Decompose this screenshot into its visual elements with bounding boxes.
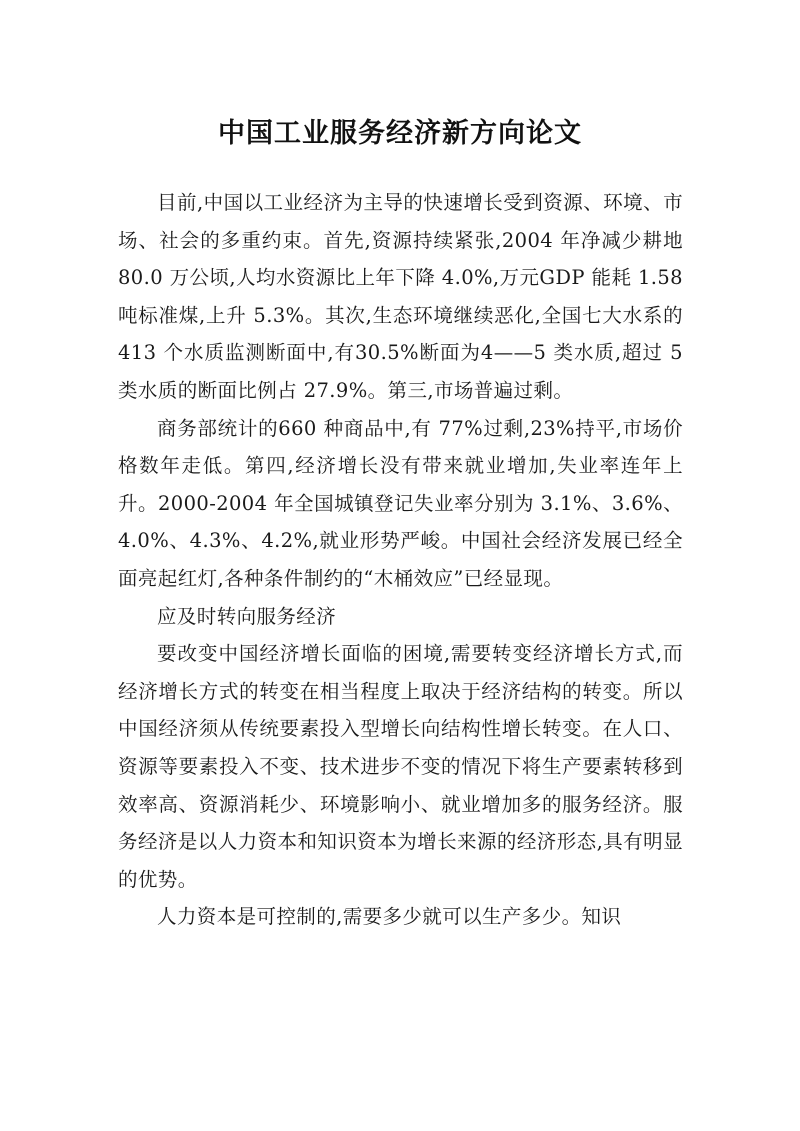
section-heading-service-economy: 应及时转向服务经济 [157, 604, 337, 628]
paragraph-growth-transformation: 要改变中国经济增长面临的困境,需要转变经济增长方式,而经济增长方式的转变在相当程度上取决于经济结构的转变。所以中国经济须从传统要素投入型增长向结构性增长转变。在人口、资源等要素投入不变、技术进步不变的情况下将生产要素转移到效率高、资源消耗少、环境影响小、就业增加多的服务经济。服务经济是以人力资本和知识资本为增长来源的经济形态,具有明显的优势。 [118, 642, 683, 891]
paragraph-market-employment: 商务部统计的660 种商品中,有 77%过剩,23%持平,市场价格数年走低。第四,经济增长没有带来就业增加,失业率连年上升。2000-2004 年全国城镇登记失业率分别为 3.1%、3.6%、4.0%、4.3%、4.2%,就业形势严峻。中国社会经济发展已经全面亮起红灯,各种条件制约的“木桶效应”已经显现。 [118, 416, 683, 590]
document-body [118, 184, 683, 936]
document-title: 中国工业服务经济新方向论文 [218, 118, 582, 150]
paragraph-resource-constraints: 目前,中国以工业经济为主导的快速增长受到资源、环境、市场、社会的多重约束。首先,资源持续紧张,2004 年净减少耕地 80.0 万公顷,人均水资源比上年下降 4.0%,万元GDP 能耗 1.58 吨标准煤,上升 5.3%。其次,生态环境继续恶化,全国七大水系的413 个水质监测断面中,有30.5%断面为4——5 类水质,超过 5 类水质的断面比例占 27.9%。第三,市场普遍过剩。 [118, 191, 683, 402]
paragraph-human-capital: 人力资本是可控制的,需要多少就可以生产多少。知识 [157, 905, 622, 929]
